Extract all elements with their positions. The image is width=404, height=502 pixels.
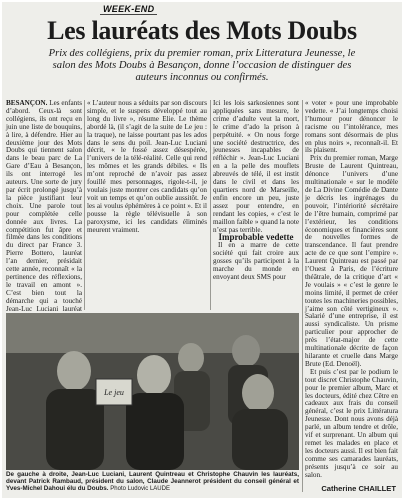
article-column-3	[213, 100, 299, 282]
headline: Les lauréats des Mots Doubs	[47, 16, 357, 45]
paragraph: « L’auteur nous a séduits par son discours simple, et le suspens développé tout au long du livre », résume Elie. Le thème abordé là, (il s’agit de la suite de Le jeu : la traque), ne laisse pourtant pas les ados dans le sens du poil. Jean-Luc Luciani décrit, « le fossé assez désespérée, l’univers de la télé-réalité. Celle qui rend les mômes et les grands débiles. « Ils m’ont reproché de n’avoir pas assez fouillé mes personnages, rigole-t-il, je voulais juste montrer ces candidats qu’on voit un temps et qu’on oublie aussitôt. Je les ai voulus éphémères à ce point ». Et il pousse la règle télévisuelle à son paroxysme, ici les candidats éliminés meurent vraiment.	[87, 99, 207, 234]
column-rule	[84, 100, 85, 310]
article-column-4	[305, 100, 398, 480]
article-column-2	[87, 100, 207, 234]
column-rule	[210, 100, 211, 310]
author-signature: Catherine CHAILLET	[321, 484, 396, 493]
paragraph	[6, 100, 82, 337]
caption-text: De gauche à droite, Jean-Luc Luciani, Laurent Quintreau et Christophe Chauvin les lauréats, devant Patrick Rambaud, président du salon, Claude Jeannerot président du conseil général et Yves-Michel Dahoui élu du Doubs.	[6, 471, 299, 492]
paragraph: Il en a marre de cette société qui fait croire aux gosses qu’ils participent à la marche du monde en envoyant deux SMS pour	[213, 241, 299, 281]
paragraph: « voter » pour une improbable vedette. « J’ai longtemps choisi l’humour pour dénoncer le racisme ou l’intolérance, mes romans sont désormais de plus en plus noirs », reconnaît-il. Et ils plaisent.	[305, 99, 398, 155]
laureates-photo	[6, 313, 299, 470]
paragraph: Ici les lois sarkosiennes sont appliquées sans mesure, le crime d’adulte veut la mort, le crime d’ado la prison à perpétuité. « On nous forge une société destructrice, des jeunesses incapables de réfléchir ». Jean-Luc Luciani en a la pelle des mouflets abreuvés de télé, il est instit dans le civil et dans les quartiers nord de Marseille, enfin encore un peu, juste assez pour entendre, en rendant les copies, « c’est le maillon faible » quand la note n’est pas terrible.	[213, 99, 299, 234]
paragraph: Et puis c’est par le podium le tout discret Christophe Chauvin, pour le premier album, Marc et les docteurs, édité chez Cêtre en cadeaux aux frais du conseil général, c’est le prix Littératura Jeunesse. Dont nous avons déjà parlé, un album tendre et drôle, vif et surprenant. Un album qui remet les malades en place et les docteurs aussi. Il est bien fait comme ses camarades lauréats, présents jusqu’à ce soir au salon.	[305, 367, 399, 479]
column-rule	[302, 100, 303, 492]
book-title: Le jeu	[104, 388, 124, 397]
paragraph-text: Les enfants d’abord. Ceux-là sont collégiens, ils ont reçu en juin une liste de bouquins, à lire, à défendre. Hier au deuxième jour des Mots Doubs qui tiennent salon dans le beau parc de La Gare d’Eau à Besançon, ils ont interrogé les auteurs. Une sorte de jury par écrit prolongé jusqu’à la pièce justifiant leur choix. Une parole tout pour complétée celle donnée aux livres. La compétition fut âpre et filmée dans les conditions du direct par France 3. Pierre Bottero, lauréat l’an dernier, présidait cette année, reconnaît « la pertinence des réflexions, le travail en amont ». C’est bien tout la démarche qui a touché Jean-Luc Luciani lauréat	[6, 99, 82, 313]
photo-credit: Photo Ludovic LAUDE	[110, 486, 170, 492]
standfirst: Prix des collégiens, prix du premier roman, prix Litteratura Jeunesse, le salon des Mots Doubs à Besançon, donne l’occasion de distinguer des auteurs inconnus ou confirmés.	[48, 48, 356, 83]
photo-illustration	[6, 313, 299, 470]
subheading: Improbable vedette	[218, 232, 294, 243]
photo-caption	[6, 471, 299, 493]
section-tag: WEEK-END	[100, 4, 157, 15]
paragraph: Prix du premier roman, Marge Bruste de Laurent Quintreau, dénonce l’univers d’une multinationale « sur le modèle de La Divine Comédie de Dante je décris les ingrénages du pouvoir, l’intériorité sécrétaire de l’être humain, comprimé par l’extérieur, les conditions économiques et financières sont de nouvelles formes de transcendance. Il faut prendre acte de ce que sont l’empire ». Laurent Quintreau est passé par l’Ouest à Paris, de l’écriture théâtrale, de la critique d’art « Je voulais » « c’est le genre le moins limité, il permet de créer toutes les machineries possibles, j’aime son côté vertigineux ». Salarié d’une entreprise, il est aussi syndicaliste. Un prisme particulier pour approcher de près l’état-major de cette multinationale décrite de façon hilarante et cruelle dans Marge Brute (Ed. Denoël).	[305, 154, 398, 368]
newspaper-page	[2, 2, 402, 498]
dateline-city: BESANÇON.	[6, 99, 48, 107]
article-column-1	[6, 100, 82, 337]
